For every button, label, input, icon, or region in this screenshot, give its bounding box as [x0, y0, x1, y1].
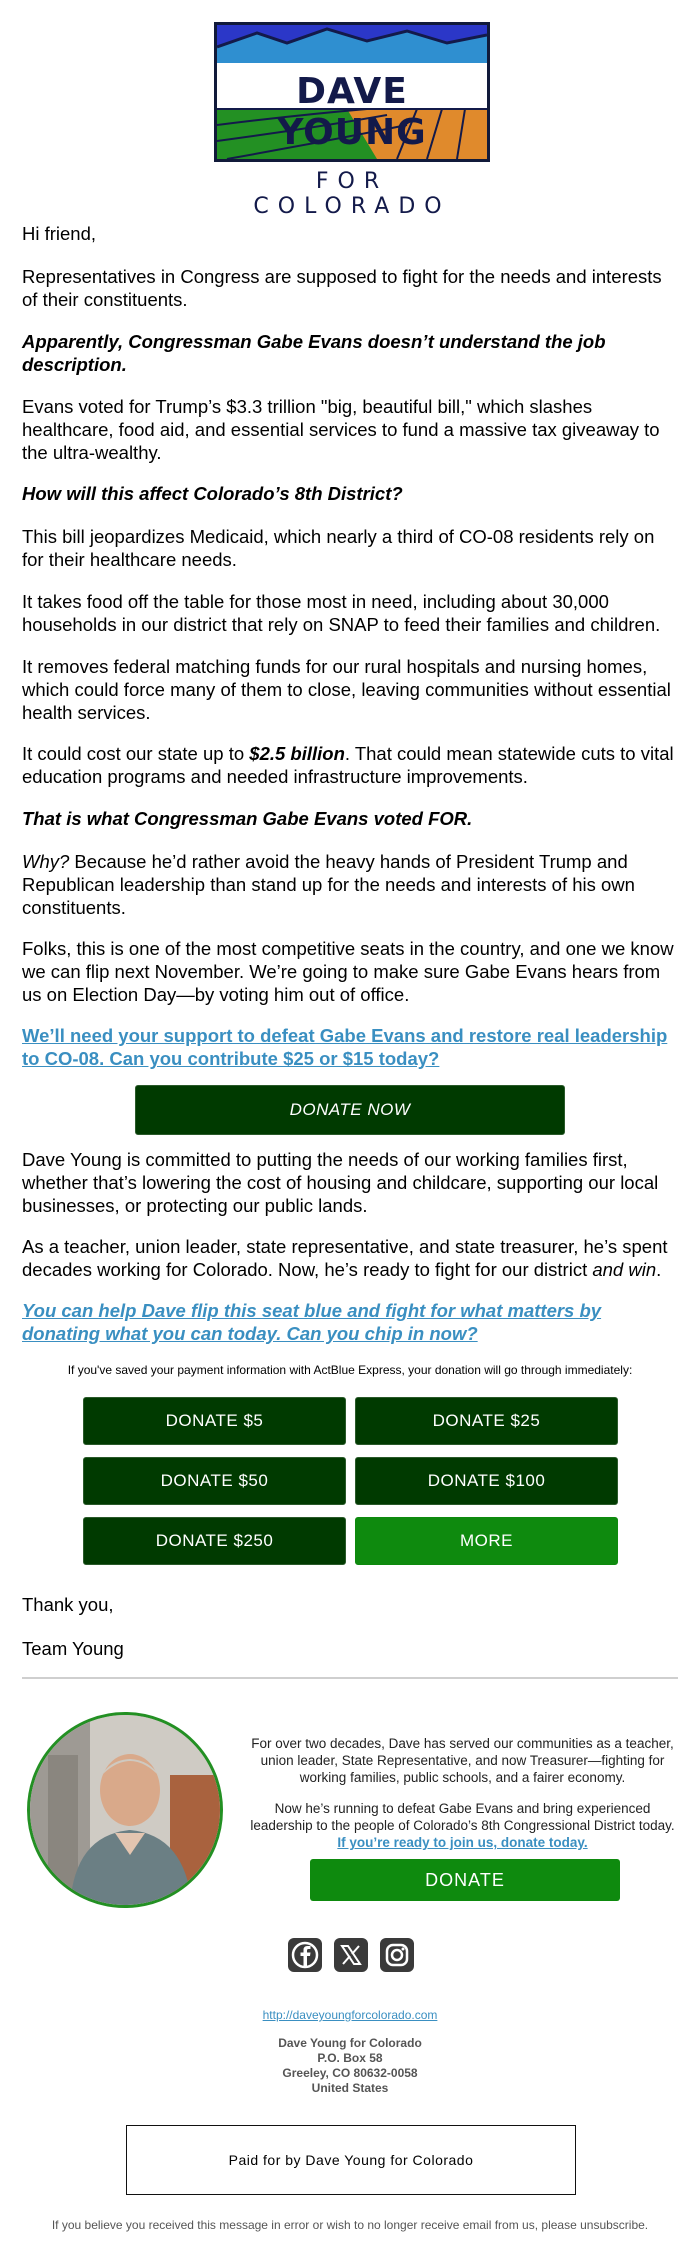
website-link[interactable]: http://daveyoungforcolorado.com [262, 2008, 438, 2022]
paragraph-2: Apparently, Congressman Gabe Evans doesn’t understand the job description. [22, 331, 606, 375]
paragraph-11: Folks, this is one of the most competitive seats in the country, and one we know we can flip next November. We’re going to make sure Gabe Evans hears from us on Election Day—by voting him out of office. [22, 938, 674, 1005]
paragraph-1: Representatives in Congress are supposed to fight for the needs and interests of their constituents. [22, 266, 662, 310]
paragraph-13-pre: As a teacher, union leader, state representative, and state treasurer, he’s spent decades working for Colorado. Now, he’s ready to fight for our district [22, 1236, 668, 1280]
greeting: Hi friend, [22, 223, 97, 244]
paragraph-13-post: . [656, 1259, 662, 1280]
footer-divider [22, 1677, 678, 1679]
logo-box [214, 22, 490, 162]
paragraph-6: It takes food off the table for those most in need, including about 30,000 households in our district that rely on SNAP to feed their families and children. [22, 591, 661, 635]
unsubscribe-note[interactable]: If you believe you received this message in error or wish to no longer receive email from us, please unsubscribe. [51, 2218, 649, 2232]
footer-bio-2 [250, 1800, 675, 1851]
address-line-1: Dave Young for Colorado [278, 2036, 422, 2050]
paragraph-7: It removes federal matching funds for our rural hospitals and nursing homes, which could force many of them to close, leaving communities without essential health services. [22, 656, 671, 723]
paid-for-disclaimer: Paid for by Dave Young for Colorado [126, 2125, 576, 2195]
sign-off: Thank you, [22, 1594, 114, 1615]
logo-tagline: FOR COLORADO [253, 169, 451, 219]
donate-25-button[interactable]: DONATE $25 [355, 1397, 618, 1445]
footer-bio-2-pre: Now he’s running to defeat Gabe Evans and bring experienced leadership to the people of Colorado’s 8th Congressional District today. [250, 1801, 675, 1833]
donate-now-button[interactable]: DONATE NOW [135, 1085, 565, 1135]
footer-bio-1: For over two decades, Dave has served our communities as a teacher, union leader, State Representative, and now Treasurer—fighting for working families, public schools, and a fairer economy. [251, 1736, 674, 1785]
instagram-icon[interactable] [380, 1938, 414, 1972]
donate-5-button[interactable]: DONATE $5 [83, 1397, 346, 1445]
chip-in-link[interactable]: You can help Dave flip this seat blue and fight for what matters by donating what you can today. Can you chip in now? [22, 1300, 602, 1344]
paragraph-9: That is what Congressman Gabe Evans voted FOR. [22, 808, 473, 829]
campaign-logo [214, 22, 490, 219]
contribute-link[interactable]: We’ll need your support to defeat Gabe Evans and restore real leadership to CO-08. Can you contribute $25 or $15 today? [22, 1025, 668, 1069]
footer-donate-button[interactable]: DONATE [310, 1859, 620, 1901]
paragraph-10-rest: Because he’d rather avoid the heavy hands of President Trump and Republican leadership than stand up for the needs and interests of his own constituents. [22, 851, 635, 918]
paragraph-3: Evans voted for Trump’s $3.3 trillion "big, beautiful bill," which slashes healthcare, food aid, and essential services to fund a massive tax giveaway to the ultra-wealthy. [22, 396, 660, 463]
paragraph-8-post: . That could mean statewide cuts to vital education programs and needed infrastructure improvements. [22, 743, 674, 787]
candidate-photo [27, 1712, 223, 1908]
paragraph-12: Dave Young is committed to putting the needs of our working families first, whether that’s lowering the cost of housing and childcare, supporting our local businesses, or protecting our public lands. [22, 1149, 659, 1216]
donate-more-button[interactable]: MORE [355, 1517, 618, 1565]
paragraph-8 [22, 742, 678, 788]
paragraph-5: This bill jeopardizes Medicaid, which nearly a third of CO-08 residents rely on for their healthcare needs. [22, 526, 655, 570]
signature: Team Young [22, 1638, 124, 1659]
footer-donate-link[interactable]: If you’re ready to join us, donate today. [337, 1835, 588, 1850]
paragraph-4: How will this affect Colorado’s 8th District? [22, 483, 403, 504]
actblue-note: If you've saved your payment information with ActBlue Express, your donation will go through immediately: [67, 1363, 633, 1377]
paragraph-13-em: and win [592, 1259, 657, 1280]
paragraph-13 [22, 1235, 678, 1281]
address-line-3: Greeley, CO 80632-0058 [282, 2066, 418, 2080]
donate-250-button[interactable]: DONATE $250 [83, 1517, 346, 1565]
donate-100-button[interactable]: DONATE $100 [355, 1457, 618, 1505]
paragraph-8-pre: It could cost our state up to [22, 743, 250, 764]
facebook-icon[interactable] [288, 1938, 322, 1972]
x-icon[interactable] [334, 1938, 368, 1972]
paragraph-8-amount: $2.5 billion [249, 743, 345, 764]
mailing-address [0, 2036, 700, 2096]
address-line-4: United States [311, 2081, 389, 2095]
address-line-2: P.O. Box 58 [317, 2051, 383, 2065]
donate-50-button[interactable]: DONATE $50 [83, 1457, 346, 1505]
logo-name: DAVE YOUNG [277, 71, 427, 153]
paragraph-10-why: Why? [22, 851, 70, 872]
paragraph-10 [22, 850, 678, 919]
